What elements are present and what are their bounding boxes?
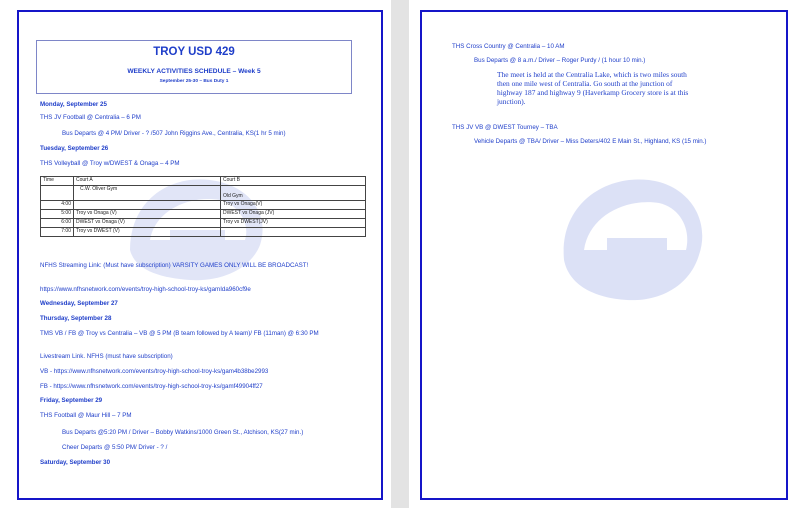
table-cell: 7:00 <box>41 228 74 237</box>
xc-bus: Bus Departs @ 8 a.m./ Driver – Roger Purdy / (1 hour 10 min.) <box>474 57 646 64</box>
table-cell: Troy vs Onaga(V) <box>221 201 366 210</box>
table-subheader-row <box>41 186 366 201</box>
vb-link[interactable]: VB - https://www.nfhsnetwork.com/events/troy-high-school-troy-ks/gam4b38be2993 <box>40 368 269 375</box>
title-box <box>36 40 352 94</box>
table-cell: Troy vs DWEST(JV) <box>221 219 366 228</box>
volleyball-schedule-table <box>40 176 366 237</box>
monday-event: THS JV Football @ Centralia – 6 PM <box>40 114 141 121</box>
friday-cheer: Cheer Departs @ 5:50 PM/ Driver - ? / <box>62 444 168 451</box>
table-header: Court B <box>221 177 366 186</box>
court-a-gym: C.W. Oliver Gym <box>80 186 118 192</box>
friday-bus: Bus Departs @5:20 PM / Driver – Bobby Watkins/1000 Green St., Atchison, KS(27 min.) <box>62 429 304 436</box>
day-heading-friday: Friday, September 29 <box>40 397 103 404</box>
page-gap <box>391 0 409 508</box>
document-page-1 <box>0 0 391 508</box>
table-cell <box>41 186 74 201</box>
fb-link[interactable]: FB - https://www.nfhsnetwork.com/events/troy-high-school-troy-ks/gamf49904ff27 <box>40 383 263 390</box>
table-cell: DWEST vs Onaga (JV) <box>221 210 366 219</box>
table-row <box>41 201 366 210</box>
doc-title: TROY USD 429 <box>153 46 235 58</box>
table-cell: 6:00 <box>41 219 74 228</box>
nfhs-streaming-text: NFHS Streaming Link: (Must have subscription) VARSITY GAMES ONLY WILL BE BROADCAST! <box>40 262 309 269</box>
xc-event: THS Cross Country @ Centralia – 10 AM <box>452 43 565 50</box>
xc-note-line-3: highway 187 and highway 9 (Haverkamp Grocery store is at this <box>497 88 689 97</box>
xc-note-line-2: then one mile west of Centralia. Go south at the junction of <box>497 79 673 88</box>
table-cell <box>74 186 221 201</box>
table-row <box>41 210 366 219</box>
livestream-text: Livestream Link. NFHS (must have subscription) <box>40 353 173 360</box>
day-heading-thursday: Thursday, September 28 <box>40 315 112 322</box>
table-cell: Old Gym <box>221 186 366 201</box>
xc-note-line-4: junction). <box>497 97 526 106</box>
table-cell: 5:00 <box>41 210 74 219</box>
tuesday-event: THS Volleyball @ Troy w/DWEST & Onaga – 4 PM <box>40 160 180 167</box>
table-cell: DWEST vs Onaga (V) <box>74 219 221 228</box>
jv-vb-vehicle: Vehicle Departs @ TBA/ Driver – Miss Deters/402 E Main St., Highland, KS (15 min.) <box>474 138 707 145</box>
day-heading-monday: Monday, September 25 <box>40 101 107 108</box>
thursday-event: TMS VB / FB @ Troy vs Centralia – VB @ 5 PM (B team followed by A team)/ FB (11man) @ 6:30 PM <box>40 330 319 337</box>
nfhs-link[interactable]: https://www.nfhsnetwork.com/events/troy-high-school-troy-ks/gamIda960cf9e <box>40 286 251 293</box>
table-header: Court A <box>74 177 221 186</box>
xc-note-line-1: The meet is held at the Centralia Lake, which is two miles south <box>497 70 687 79</box>
table-row <box>41 219 366 228</box>
doc-dates: September 25-30 – Bus Duty 1 <box>159 79 229 84</box>
trojan-watermark-icon <box>539 170 719 310</box>
jv-vb-event: THS JV VB @ DWEST Tourney – TBA <box>452 124 558 131</box>
friday-event: THS Football @ Maur Hill – 7 PM <box>40 412 132 419</box>
monday-bus: Bus Departs @ 4 PM/ Driver - ? /507 John Riggins Ave., Centralia, KS(1 hr 5 min) <box>62 130 286 137</box>
day-heading-tuesday: Tuesday, September 26 <box>40 145 109 152</box>
table-cell <box>74 201 221 210</box>
document-page-2 <box>409 0 800 508</box>
table-header-row <box>41 177 366 186</box>
day-heading-saturday: Saturday, September 30 <box>40 459 111 466</box>
day-heading-wednesday: Wednesday, September 27 <box>40 300 118 307</box>
table-header: Time <box>41 177 74 186</box>
doc-subtitle: WEEKLY ACTIVITIES SCHEDULE – Week 5 <box>127 68 261 75</box>
table-cell: Troy vs Onaga (V) <box>74 210 221 219</box>
table-row <box>41 228 366 237</box>
table-cell <box>221 228 366 237</box>
table-cell: 4:00 <box>41 201 74 210</box>
table-cell: Troy vs DWEST (V) <box>74 228 221 237</box>
